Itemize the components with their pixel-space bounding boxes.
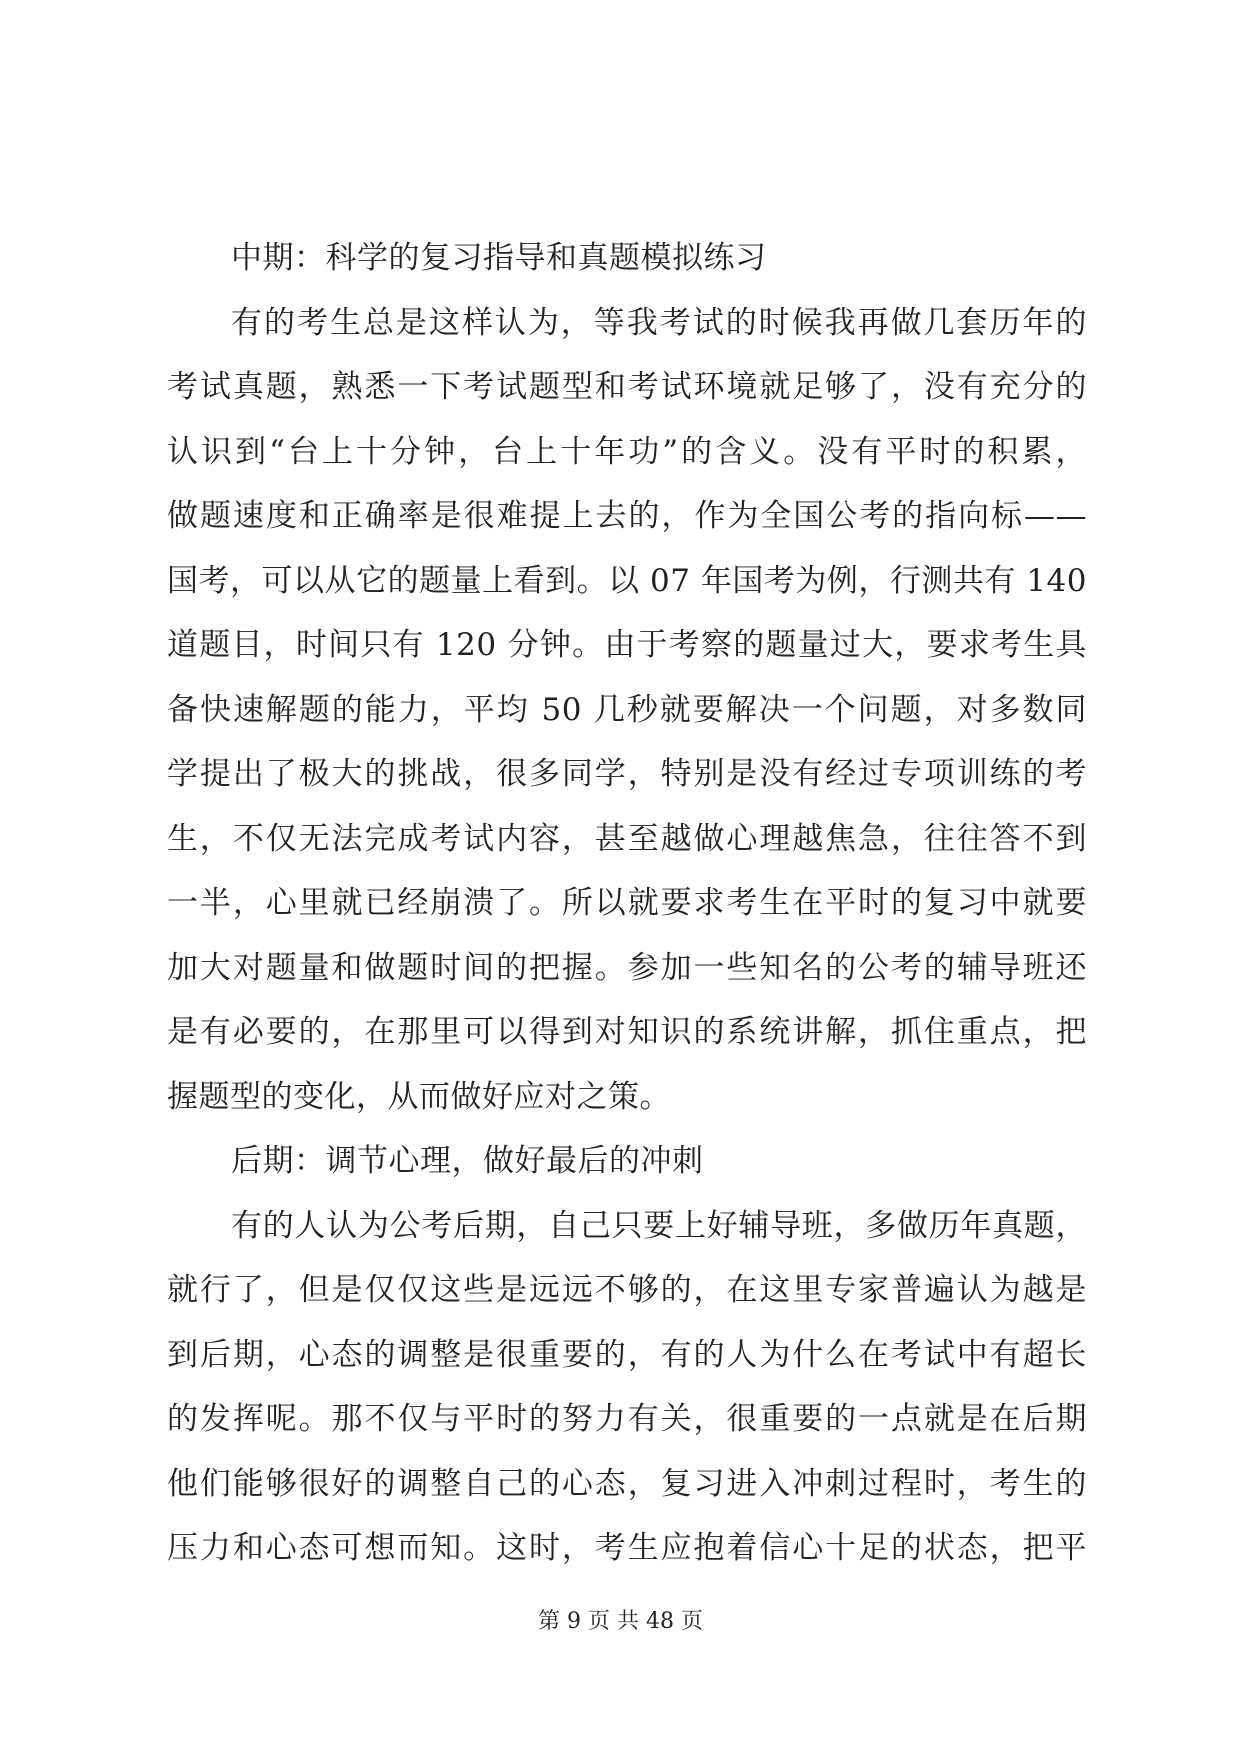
document-body	[167, 226, 1087, 1581]
text-line: 国考，可以从它的题量上看到。以 07 年国考为例，行测共有 140	[167, 562, 1087, 599]
section-heading-late-stage: 后期：调节心理，做好最后的冲刺	[231, 1143, 704, 1179]
text-line: 有的考生总是这样认为，等我考试的时候我再做几套历年的	[231, 304, 1087, 341]
text-line: 考试真题，熟悉一下考试题型和考试环境就足够了，没有充分的	[167, 369, 1087, 405]
text-line: 学提出了极大的挑战，很多同学，特别是没有经过专项训练的考	[167, 756, 1087, 792]
text-line: 到后期，心态的调整是很重要的，有的人为什么在考试中有超长	[167, 1336, 1087, 1373]
text-line: 做题速度和正确率是很难提上去的，作为全国公考的指向标——	[167, 498, 1087, 534]
text-line: 握题型的变化，从而做好应对之策。	[167, 1078, 671, 1115]
text-line: 的发挥呢。那不仅与平时的努力有关，很重要的一点就是在后期	[167, 1401, 1087, 1437]
page-footer: 第 9 页 共 48 页	[538, 1609, 703, 1634]
text-line: 一半，心里就已经崩溃了。所以就要求考生在平时的复习中就要	[167, 885, 1087, 921]
text-line: 道题目，时间只有 120 分钟。由于考察的题量过大，要求考生具	[167, 627, 1087, 663]
text-line: 备快速解题的能力，平均 50 几秒就要解决一个问题，对多数同	[167, 691, 1087, 728]
section-heading-midterm: 中期：科学的复习指导和真题模拟练习	[231, 240, 767, 276]
text-line: 加大对题量和做题时间的把握。参加一些知名的公考的辅导班还	[167, 949, 1087, 986]
text-line: 是有必要的，在那里可以得到对知识的系统讲解，抓住重点，把	[167, 1014, 1087, 1050]
text-line: 生，不仅无法完成考试内容，甚至越做心理越焦急，往往答不到	[167, 820, 1087, 857]
text-line: 他们能够很好的调整自己的心态，复习进入冲刺过程时，考生的	[167, 1465, 1087, 1502]
text-line: 就行了，但是仅仅这些是远远不够的，在这里专家普遍认为越是	[167, 1272, 1087, 1308]
text-line: 认识到“台上十分钟，台上十年功”的含义。没有平时的积累，	[167, 433, 1087, 470]
text-line: 有的人认为公考后期，自己只要上好辅导班，多做历年真题，	[231, 1207, 1087, 1244]
text-line: 压力和心态可想而知。这时，考生应抱着信心十足的状态，把平	[167, 1530, 1087, 1566]
